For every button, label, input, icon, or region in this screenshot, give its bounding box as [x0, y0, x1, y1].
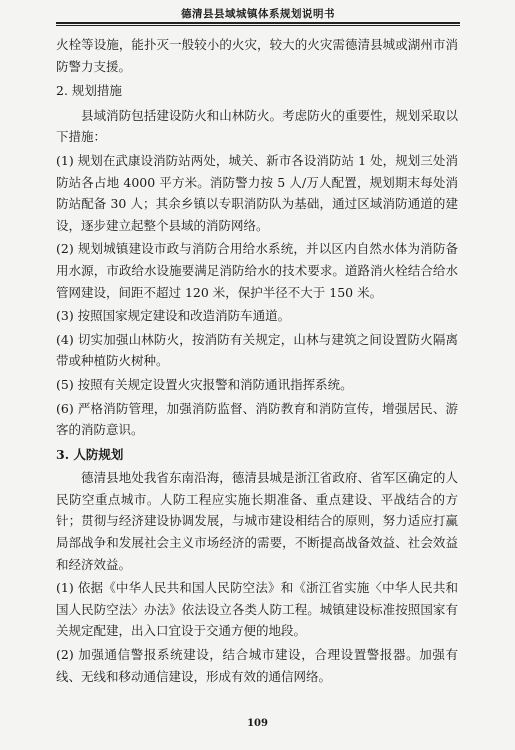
body-text	[56, 34, 458, 687]
list-item: (6) 严格消防管理，加强消防监督、消防教育和消防宣传，增强居民、游客的消防意识。	[56, 400, 458, 438]
paragraph: 德清县地处我省东南沿海，德清县城是浙江省政府、省军区确定的人民防空重点城市。人防工程应实施长期准备、重点建设、平战结合的方针；贯彻与经济建设协调发展，与城市建设相结合的原则，努力适应打赢局部战争和发展社会主义市场经济的需要，不断提高战备效益、社会效益和经济效益。	[56, 470, 458, 572]
list-item: (2) 规划城镇建设市政与消防合用给水系统，并以区内自然水体为消防备用水源，市政给水设施要满足消防给水的技术要求。道路消火栓结合给水管网建设，间距不超过 120 米，保护半径不大于 150 米。	[56, 241, 458, 300]
list-item: (2) 加强通信警报系统建设，结合城市建设，合理设置警报器。加强有线、无线和移动通信建设，形成有效的通信网络。	[56, 647, 458, 684]
section-heading: 2. 规划措施	[56, 83, 122, 99]
paragraph: 火栓等设施，能扑灭一般较小的火灾，较大的火灾需德清县城或湖州市消防警力支援。	[56, 37, 458, 74]
section-heading: 3. 人防规划	[56, 446, 124, 462]
list-item: (4) 切实加强山林防火，按消防有关规定，山林与建筑之间设置防火隔离带或种植防火树种。	[56, 331, 458, 369]
page-number: 109	[247, 718, 268, 729]
paragraph: 县域消防包括建设防火和山林防火。考虑防火的重要性，规划采取以下措施：	[56, 107, 458, 145]
list-item: (3) 按照国家规定建设和改造消防车通道。	[56, 308, 291, 324]
header-rule-thick	[56, 22, 460, 24]
list-item: (1) 规划在武康设消防站两处，城关、新市各设消防站 1 处，规划三处消防站各占地 4000 平方米。消防警力按 5 人/万人配置，规划期末每处消防站配备 30 人；其余乡镇以专职消防队为基础，通过区域消防通道的建设，逐步建立起整个县域的消防网络。	[56, 152, 458, 233]
running-header: 德清县县域城镇体系规划说明书	[181, 8, 335, 20]
header-rule-thin	[56, 25, 460, 26]
list-item: (1) 依据《中华人民共和国人民防空法》和《浙江省实施〈中华人民共和国人民防空法〉办法》依法设立各类人防工程。城镇建设标准按照国家有关规定配建，出入口宜设于交通方便的地段。	[56, 580, 458, 639]
list-item: (5) 按照有关规定设置火灾报警和消防通讯指挥系统。	[56, 376, 353, 392]
